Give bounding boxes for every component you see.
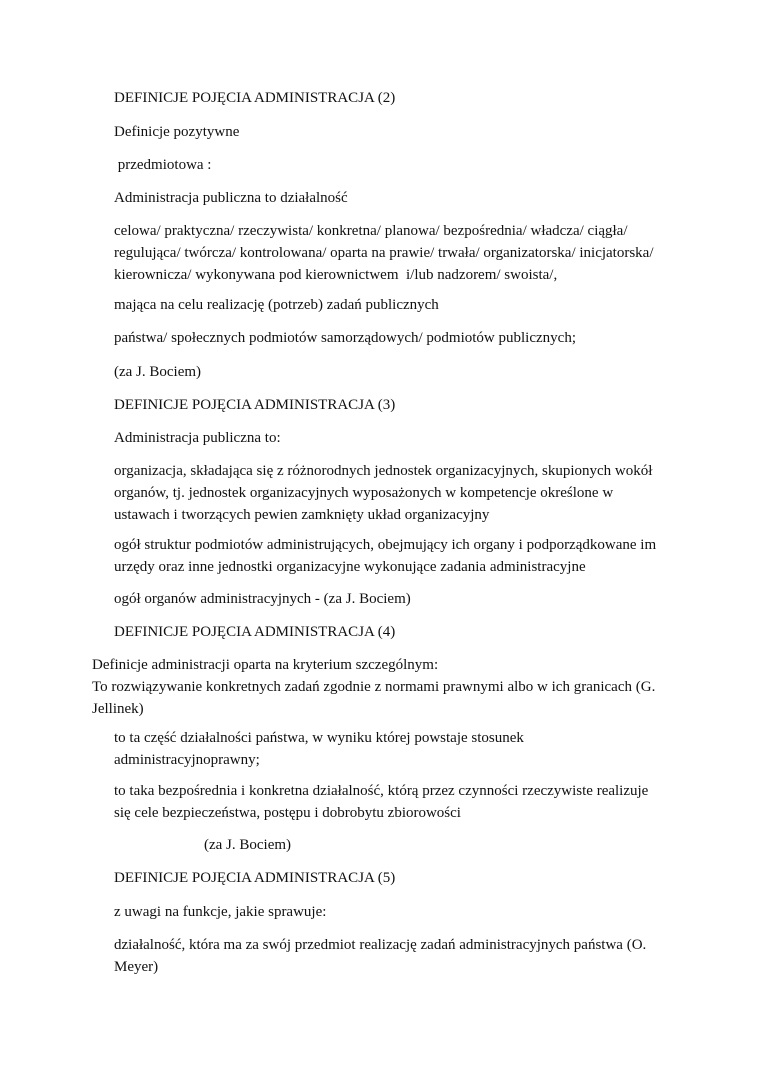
paragraph: Administracja publiczna to działalność	[114, 190, 348, 206]
paragraph: organizacja, składająca się z różnorodnych jednostek organizacyjnych, skupionych wokół organów, tj. jednostek organizacyjnych wyposażonych w kompetencje określone w ustawach i tworzących pewien zamknięty układ organizacyjny	[114, 463, 653, 523]
paragraph: działalność, która ma za swój przedmiot realizację zadań administracyjnych państwa (O. Meyer)	[114, 937, 647, 975]
heading-definicje-2: DEFINICJE POJĘCIA ADMINISTRACJA (2)	[114, 90, 396, 106]
heading-definicje-3: DEFINICJE POJĘCIA ADMINISTRACJA (3)	[114, 397, 396, 413]
paragraph: ogół struktur podmiotów administrujących, obejmujący ich organy i podporządkowane im urzędy oraz inne jednostki organizacyjne wykonujące zadania administracyjne	[114, 537, 657, 575]
paragraph: z uwagi na funkcje, jakie sprawuje:	[114, 904, 327, 920]
heading-definicje-5: DEFINICJE POJĘCIA ADMINISTRACJA (5)	[114, 870, 396, 886]
paragraph: ogół organów administracyjnych - (za J. Bociem)	[114, 591, 411, 607]
paragraph: Administracja publiczna to:	[114, 430, 281, 446]
citation: (za J. Bociem)	[204, 837, 292, 853]
citation: (za J. Bociem)	[114, 364, 202, 380]
paragraph: to ta część działalności państwa, w wyniku której powstaje stosunek administracyjnoprawny;	[114, 730, 524, 768]
paragraph: Definicje administracji oparta na kryterium szczególnym: To rozwiązywanie konkretnych zadań zgodnie z normami prawnymi albo w ich granicach (G. Jellinek)	[92, 657, 656, 717]
heading-definicje-4: DEFINICJE POJĘCIA ADMINISTRACJA (4)	[114, 624, 396, 640]
paragraph: Definicje pozytywne	[114, 124, 240, 140]
paragraph: przedmiotowa :	[114, 157, 212, 173]
paragraph: celowa/ praktyczna/ rzeczywista/ konkretna/ planowa/ bezpośrednia/ władcza/ ciągła/ regulująca/ twórcza/ kontrolowana/ oparta na prawie/ trwała/ organizatorska/ inicjatorska/ kierownicza/ wykonywana pod kierownictwem i/lub nadzorem/ swoista/,	[114, 223, 654, 283]
paragraph: mająca na celu realizację (potrzeb) zadań publicznych	[114, 297, 439, 313]
paragraph: państwa/ społecznych podmiotów samorządowych/ podmiotów publicznych;	[114, 330, 576, 346]
paragraph: to taka bezpośrednia i konkretna działalność, którą przez czynności rzeczywiste realizuje się cele bezpieczeństwa, postępu i dobrobytu zbiorowości	[114, 783, 649, 821]
